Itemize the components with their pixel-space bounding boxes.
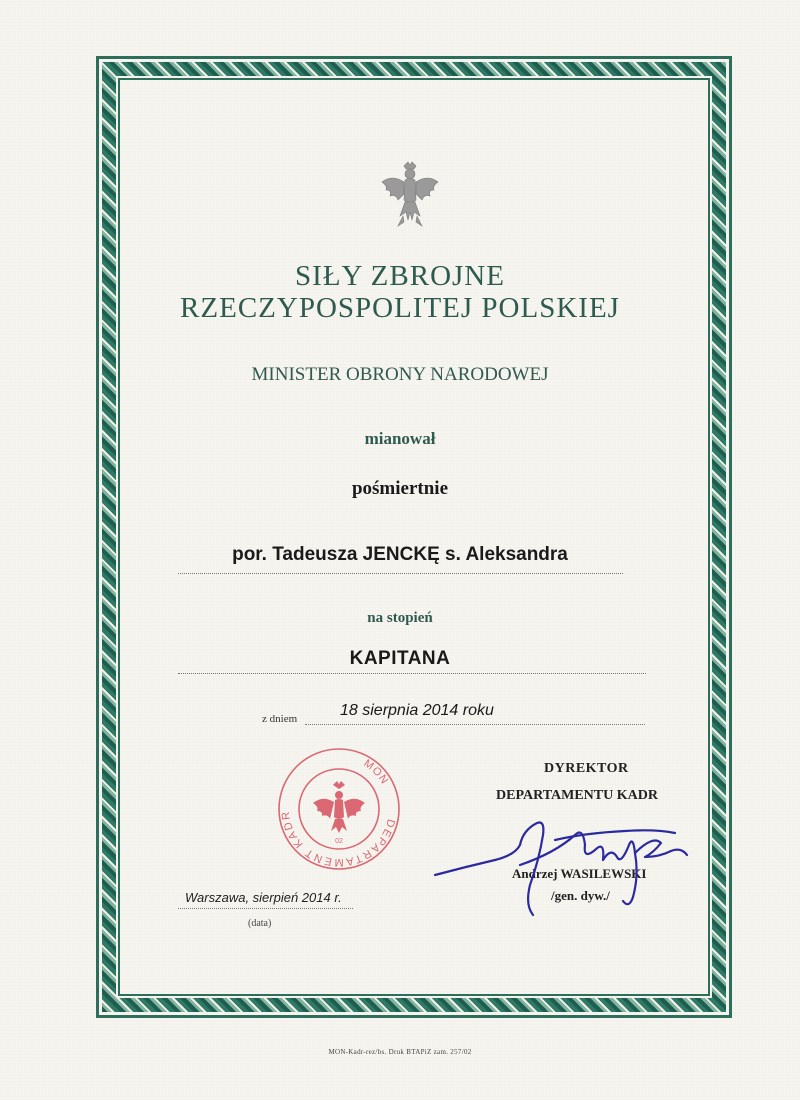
stamp-top-text: MON bbox=[361, 757, 391, 787]
date-prefix: z dniem bbox=[262, 713, 298, 725]
signatory-rank: /gen. dyw./ bbox=[551, 888, 610, 903]
place-and-date: Warszawa, sierpień 2014 r. bbox=[185, 890, 342, 905]
rank-intro: na stopień bbox=[367, 610, 433, 626]
signatory-title-1: DYREKTOR bbox=[544, 761, 629, 776]
stamp-number: 02 bbox=[335, 838, 343, 845]
stamp-around-text: DEPARTAMENT KADR bbox=[279, 809, 397, 869]
print-footer: MON-Kadr-rez/bs. Druk BTAPiZ zam. 257/02 bbox=[328, 1048, 472, 1056]
action-text: mianował bbox=[364, 429, 436, 448]
minister-title: MINISTER OBRONY NARODOWEJ bbox=[251, 364, 549, 385]
official-stamp bbox=[275, 745, 403, 873]
date-dotted-line bbox=[305, 724, 645, 725]
recipient-dotted-line bbox=[178, 573, 623, 574]
signatory-title-2: DEPARTAMENTU KADR bbox=[496, 788, 658, 803]
place-date-dotted-line bbox=[178, 908, 353, 909]
modifier-text: pośmiertnie bbox=[351, 478, 449, 499]
header-line-2: RZECZYPOSPOLITEJ POLSKIEJ bbox=[180, 292, 620, 324]
recipient-name: por. Tadeusza JENCKĘ s. Aleksandra bbox=[232, 544, 568, 565]
handwritten-signature bbox=[425, 805, 695, 920]
rank-title: KAPITANA bbox=[349, 648, 451, 669]
effective-date: 18 sierpnia 2014 roku bbox=[340, 702, 494, 719]
signatory-name: Andrzej WASILEWSKI bbox=[512, 866, 647, 881]
place-date-label: (data) bbox=[248, 918, 272, 929]
rank-dotted-line bbox=[178, 673, 646, 674]
polish-eagle-emblem bbox=[378, 160, 442, 230]
header-line-1: SIŁY ZBROJNE bbox=[295, 260, 505, 292]
